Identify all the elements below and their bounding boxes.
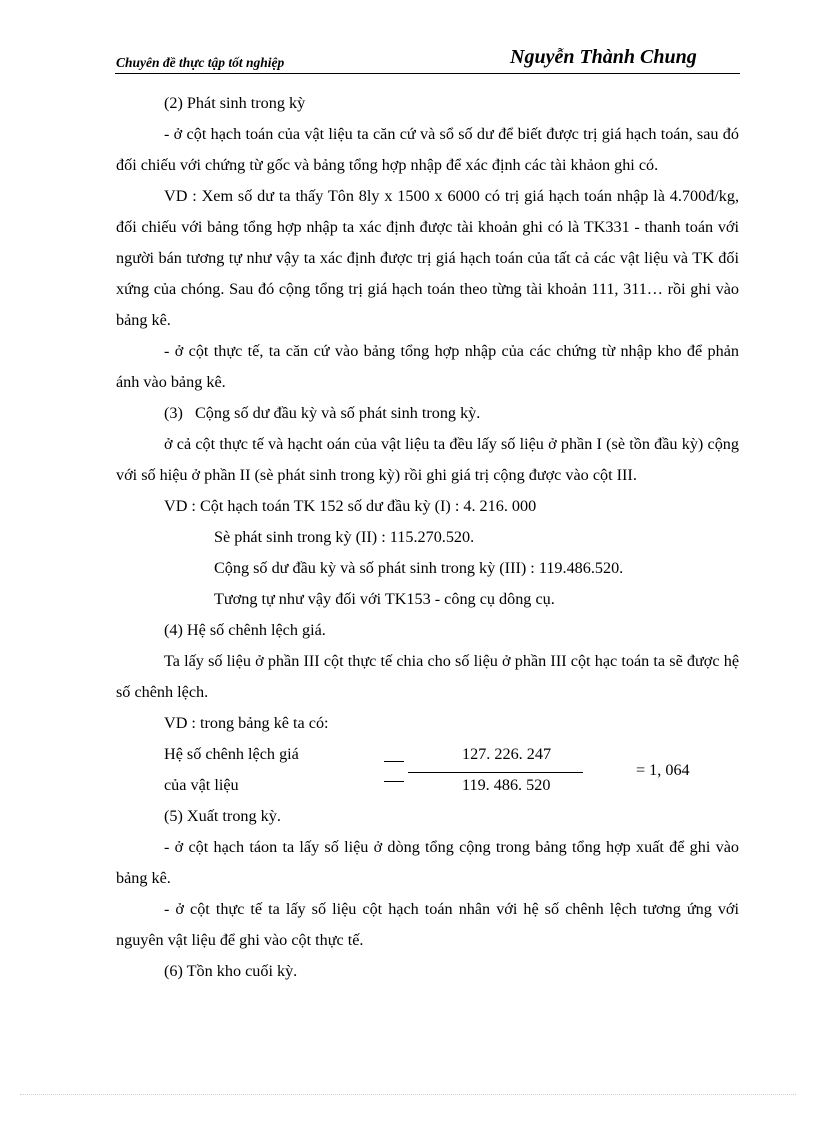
equals-stroke <box>384 781 404 782</box>
paragraph: ở cả cột thực tế và hạcht oán của vật liệu ta đều lấy số liệu ở phần I (sè tồn đầu kỳ) cộng với số hiệu ở phần II (sè phát sinh trong kỳ) rồi ghi giá trị cộng được vào cột III. <box>116 435 739 484</box>
paragraph: - ở cột thực tế ta lấy số liệu cột hạch toán nhân với hệ số chênh lệch tương ứng với nguyên vật liệu để ghi vào cột thực tế. <box>116 900 739 949</box>
paragraph: - ở cột hạch toán của vật liệu ta căn cứ và sổ số dư để biết được trị giá hạch toán, sau đó đối chiếu với chứng từ gốc và bảng tổng hợp nhập để xác định các tài khảon ghi có. <box>116 125 739 174</box>
formula-result: = 1, 064 <box>636 761 690 779</box>
formula-label: Hệ số chênh lệch giá <box>164 745 299 763</box>
example-line: Cộng số dư đầu kỳ và số phát sinh trong kỳ (III) : 119.486.520. <box>214 559 624 577</box>
formula-denominator: 119. 486. 520 <box>462 776 551 794</box>
example-line: VD : trong bảng kê ta có: <box>164 714 329 732</box>
header-author: Nguyễn Thành Chung <box>510 46 697 68</box>
equals-stroke <box>384 761 404 762</box>
example-line: Tương tự như vậy đối với TK153 - công cụ dông cụ. <box>214 590 555 608</box>
section-heading-6: (6) Tồn kho cuối kỳ. <box>164 962 298 980</box>
formula-label: của vật liệu <box>164 776 239 794</box>
example-line: VD : Cột hạch toán TK 152 số dư đầu kỳ (I) : 4. 216. 000 <box>164 497 537 515</box>
example-line: Sè phát sinh trong kỳ (II) : 115.270.520. <box>214 528 475 546</box>
header-left-title: Chuyên đề thực tập tốt nghiệp <box>116 55 285 70</box>
paragraph: - ở cột hạch táon ta lấy số liệu ở dòng tổng cộng trong bảng tổng hợp xuất để ghi vào bảng kê. <box>116 838 739 887</box>
section-heading-4: (4) Hệ số chênh lệch giá. <box>164 621 326 639</box>
paragraph: VD : Xem số dư ta thấy Tôn 8ly x 1500 x 6000 có trị giá hạch toán nhập là 4.700đ/kg, đối chiếu với bảng tổng hợp nhập ta xác định được tài khoản ghi có là TK331 - thanh toán với người bán tương tự như vậy ta xác định được trị giá hạch toán của tất cả các vật liệu và TK đối xứng của chóng. Sau đó cộng tổng trị giá hạch toán theo từng tài khoản 111, 311… rồi ghi vào bảng kê. <box>116 187 739 329</box>
section-heading-2: (2) Phát sinh trong kỳ <box>164 94 306 112</box>
header-divider <box>115 73 740 74</box>
formula-numerator: 127. 226. 247 <box>462 745 552 763</box>
document-body <box>116 88 739 987</box>
footer-divider <box>20 1094 796 1095</box>
paragraph: Ta lấy số liệu ở phần III cột thực tế chia cho số liệu ở phần III cột hạc toán ta sẽ được hệ số chênh lệch. <box>116 652 739 701</box>
section-heading-3: (3) Cộng số dư đầu kỳ và số phát sinh trong kỳ. <box>164 404 481 422</box>
formula-block <box>116 739 739 801</box>
paragraph: - ở cột thực tế, ta căn cứ vào bảng tổng hợp nhập của các chứng từ nhập kho để phản ánh vào bảng kê. <box>116 342 739 391</box>
section-heading-5: (5) Xuất trong kỳ. <box>164 807 281 825</box>
